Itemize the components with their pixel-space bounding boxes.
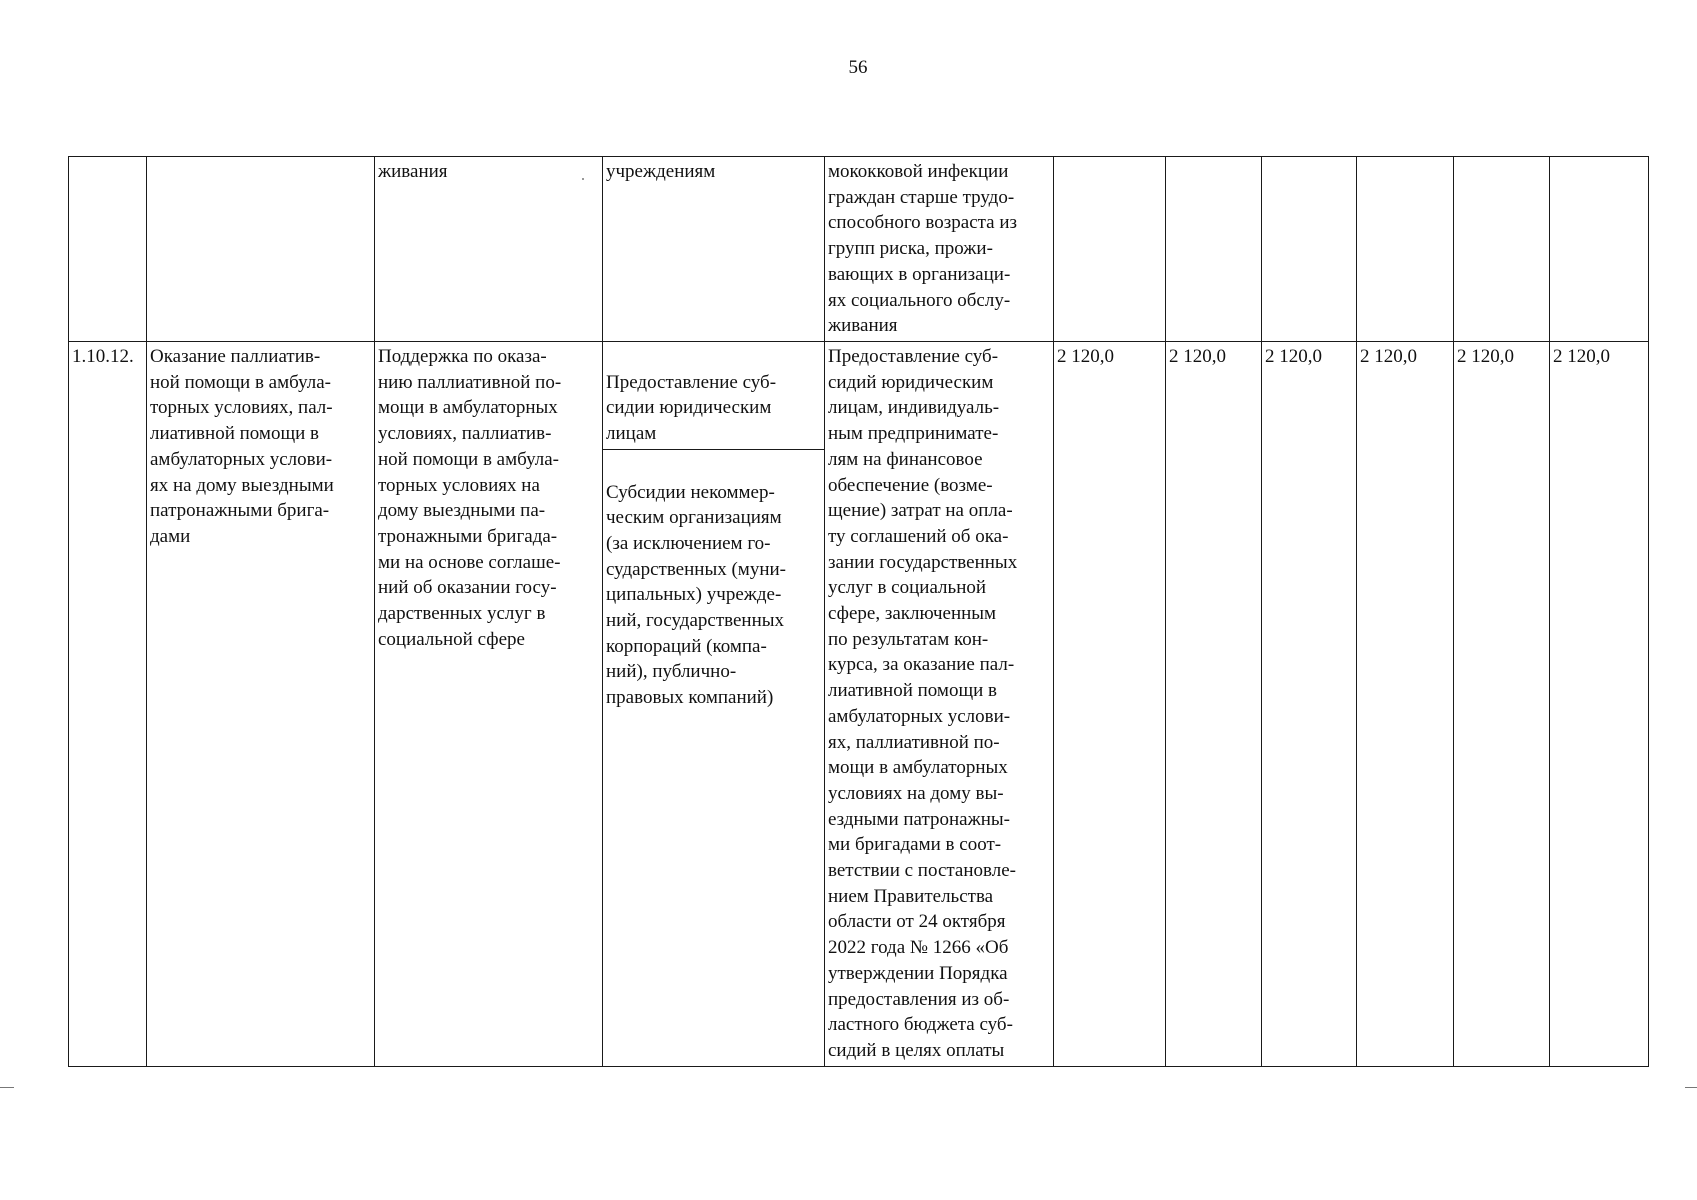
cell-code: 1.10.12. (69, 342, 147, 1067)
cell-expense-type: учреждениям (603, 157, 825, 342)
page-number: 56 (848, 57, 868, 78)
cell-value-2: 2 120,0 (1166, 342, 1262, 1067)
scan-edge-mark-left (0, 1087, 14, 1088)
cell-expense-type (603, 342, 825, 1067)
cell-support: живания (375, 157, 603, 342)
table-row-1-10-12 (69, 342, 1649, 1067)
cell-value-3 (1262, 157, 1357, 342)
cell-event (147, 157, 375, 342)
table-row-continuation (69, 157, 1649, 342)
expense-type-top: Предоставление суб- сидии юридическим лицам (603, 368, 824, 450)
cell-value-1: 2 120,0 (1054, 342, 1166, 1067)
cell-description: Предоставление суб- сидий юридическим лицам, индивидуаль- ным предпринимате- лям на финансовое обеспечение (возме- щение) затрат на опла- ту соглашений об ока- зании государственных услуг в социальной сфере, заключенным по результатам кон- курса, за оказание пал- лиативной помощи в амбулаторных услови- ях, паллиативной по- мощи в амбулаторных условиях на дому вы- ездными патронажны- ми бригадами в соот- ветствии с постановле- нием Правительства области от 24 октября 2022 года № 1266 «Об утверждении Порядка предоставления из об- ластного бюджета суб- сидий в целях оплаты (825, 342, 1054, 1067)
cell-value-5: 2 120,0 (1454, 342, 1550, 1067)
cell-event: Оказание паллиатив- ной помощи в амбула- торных условиях, пал- лиативной помощи в амбулаторных услови- ях на дому выездными патронажными брига- дами (147, 342, 375, 1067)
budget-table (68, 156, 1649, 1067)
cell-value-6: 2 120,0 (1550, 342, 1649, 1067)
cell-support: Поддержка по оказа- нию паллиативной по- мощи в амбулаторных условиях, паллиатив- ной помощи в амбула- торных условиях на дому выездными па- тронажными бригада- ми на основе соглаше- ний об оказании госу- дарственных услуг в социальной сфере (375, 342, 603, 1067)
cell-value-5 (1454, 157, 1550, 342)
cell-value-4: 2 120,0 (1357, 342, 1454, 1067)
expense-type-bottom: Субсидии некоммер- ческим организациям (за исключением го- сударственных (муни- ципальных) учрежде- ний, государственных корпораций (компа- ний), публично- правовых компаний) (606, 481, 786, 709)
cell-code (69, 157, 147, 342)
scan-speck (582, 178, 584, 180)
cell-value-2 (1166, 157, 1262, 342)
scan-edge-mark-right (1685, 1087, 1697, 1088)
cell-value-6 (1550, 157, 1649, 342)
cell-value-3: 2 120,0 (1262, 342, 1357, 1067)
cell-value-1 (1054, 157, 1166, 342)
cell-value-4 (1357, 157, 1454, 342)
cell-description: мококковой инфекции граждан старше трудо- способного возраста из групп риска, прожи- вающих в организаци- ях социального обслу- живания (825, 157, 1054, 342)
